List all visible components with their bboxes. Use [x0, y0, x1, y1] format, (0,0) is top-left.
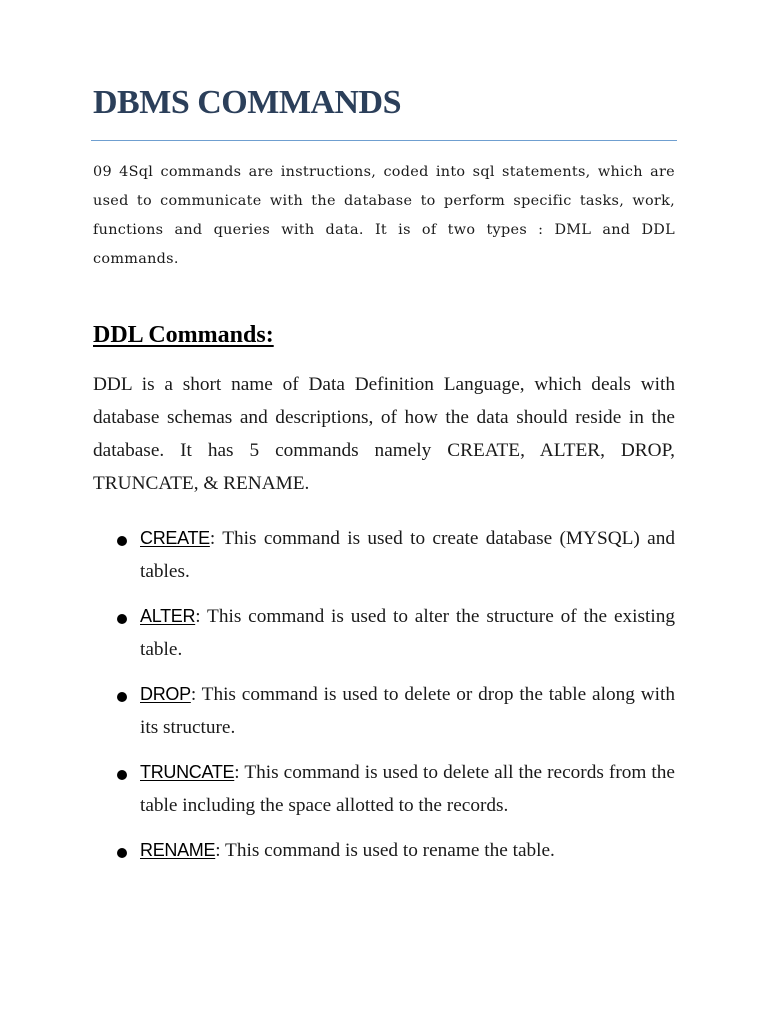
bullet-icon — [117, 692, 127, 702]
command-item-truncate — [93, 756, 675, 822]
ddl-command-list — [93, 522, 675, 879]
command-item-alter — [93, 600, 675, 666]
bullet-icon — [117, 536, 127, 546]
command-description: : This command is used to create database (MYSQL) and tables. — [140, 528, 675, 582]
command-name: RENAME — [140, 840, 216, 860]
command-description: : This command is used to delete all the records from the table including the space allotted to the records. — [140, 762, 675, 816]
bullet-icon — [117, 770, 127, 780]
command-description: : This command is used to alter the structure of the existing table. — [140, 606, 675, 660]
command-name: DROP — [140, 684, 191, 704]
bullet-icon — [117, 848, 127, 858]
ddl-description-paragraph: DDL is a short name of Data Definition Language, which deals with database schemas and descriptions, of how the data should reside in the database. It has 5 commands namely CREATE, ALTER, DROP, TRUNCATE, & RENAME. — [93, 374, 675, 494]
command-description: : This command is used to delete or drop the table along with its structure. — [140, 684, 675, 738]
ddl-section-heading: DDL Commands: — [93, 322, 274, 348]
intro-paragraph: 09 4Sql commands are instructions, coded into sql statements, which are used to communicate with the database to perform specific tasks, work, functions and queries with data. It is of two types : DML and DDL commands. — [93, 164, 675, 267]
command-name: ALTER — [140, 606, 196, 626]
command-item-rename — [93, 834, 675, 867]
command-item-drop — [93, 678, 675, 744]
command-name: CREATE — [140, 528, 210, 548]
bullet-icon — [117, 614, 127, 624]
page-title: DBMS COMMANDS — [93, 84, 401, 121]
command-description: : This command is used to rename the table. — [215, 840, 555, 861]
title-underline-rule — [91, 140, 677, 141]
command-name: TRUNCATE — [140, 762, 235, 782]
command-item-create — [93, 522, 675, 588]
